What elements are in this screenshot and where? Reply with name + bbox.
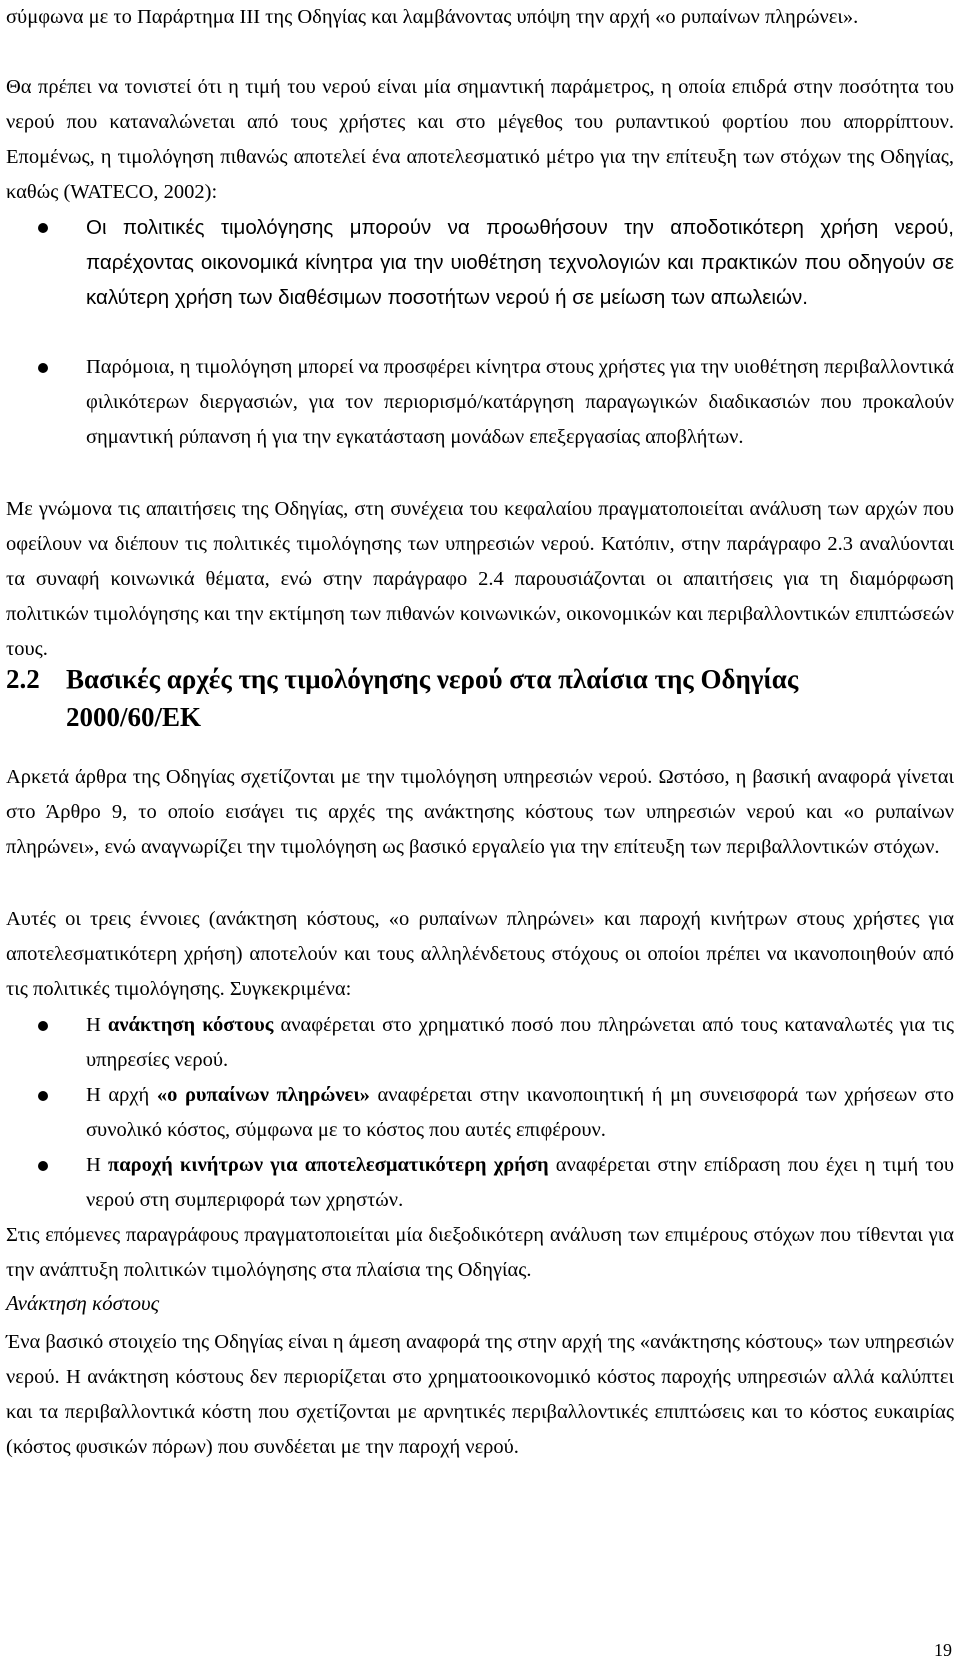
section-number: 2.2: [6, 664, 40, 694]
paragraph-intro-continuation: σύμφωνα με το Παράρτημα ΙΙΙ της Οδηγίας και λαμβάνοντας υπόψη την αρχή «ο ρυπαίνων πληρώνει».: [6, 6, 859, 28]
list-item-text: Παρόμοια, η τιμολόγηση μπορεί να προσφέρει κίνητρα στους χρήστες για την υιοθέτηση περιβαλλοντικά φιλικότερων διεργασιών, για τον περιορισμό/κατάργηση παραγωγικών διαδικασιών που προκαλούν σημαντική ρύπανση ή για την εγκατάσταση μονάδων επεξεργασίας αποβλήτων.: [86, 356, 954, 448]
bold-term: ανάκτηση κόστους: [107, 1014, 274, 1036]
list-item-text: Η αρχή «ο ρυπαίνων πληρώνει» αναφέρεται στην ικανοποιητική ή μη συνεισφορά των χρήσεων στο συνολικό κόστος, σύμφωνα με το κόστος που αυτές επιφέρουν.: [86, 1084, 954, 1141]
list-item-text: Η παροχή κινήτρων για αποτελεσματικότερη χρήση αναφέρεται στην επίδραση που έχει η τιμή του νερού στη συμπεριφορά των χρηστών.: [86, 1154, 955, 1211]
paragraph-cost-recovery: Ένα βασικό στοιχείο της Οδηγίας είναι η άμεση αναφορά της στην αρχή της «ανάκτησης κόστους» των υπηρεσιών νερού. Η ανάκτηση κόστους δεν περιορίζεται στο χρηματοοικονομικό κόστος παροχής υπηρεσιών αλλά καλύπτει και τα περιβαλλοντικά κόστη που σχετίζονται με αρνητικές περιβαλλοντικές επιπτώσεις και το κόστος ευκαιρίας (κόστος φυσικών πόρων) που συνδέεται με την παροχή νερού.: [6, 1331, 954, 1458]
section-title-line2: 2000/60/ΕΚ: [66, 702, 202, 732]
bullet-icon: [38, 1161, 48, 1171]
list-item-text: Οι πολιτικές τιμολόγησης μπορούν να προωθήσουν την αποδοτικότερη χρήση νερού, παρέχοντας οικονομικά κίνητρα για την υιοθέτηση τεχνολογιών και πρακτικών που οδηγούν σε καλύτερη χρήση των διαθέσιμων ποσοτήτων νερού ή σε μείωση των απωλειών.: [86, 216, 954, 309]
page-number: 19: [934, 1640, 952, 1660]
paragraph-article-9: Αρκετά άρθρα της Οδηγίας σχετίζονται με την τιμολόγηση υπηρεσιών νερού. Ωστόσο, η βασική αναφορά γίνεται στο Άρθρο 9, το οποίο εισάγει τις αρχές της ανάκτησης κόστους των υπηρεσιών νερού και «ο ρυπαίνων πληρώνει», ενώ αναγνωρίζει την τιμολόγηση ως βασικό εργαλείο για την επίτευξη των περιβαλλοντικών στόχων.: [6, 766, 954, 858]
subheading-cost-recovery: Ανάκτηση κόστους: [6, 1291, 160, 1315]
bullet-icon: [38, 1021, 48, 1031]
bullet-icon: [38, 1091, 48, 1101]
paragraph-next-sections: Στις επόμενες παραγράφους πραγματοποιείται μία διεξοδικότερη ανάλυση των επιμέρους στόχων που τίθενται για την ανάπτυξη πολιτικών τιμολόγησης στα πλαίσια της Οδηγίας.: [6, 1224, 954, 1281]
list-item-text: Η ανάκτηση κόστους αναφέρεται στο χρηματικό ποσό που πληρώνεται από τους καταναλωτές για τις υπηρεσίες νερού.: [86, 1014, 954, 1071]
bold-term: παροχή κινήτρων για αποτελεσματικότερη χρήση: [107, 1154, 549, 1176]
bullet-icon: [38, 363, 48, 373]
section-title-line1: Βασικές αρχές της τιμολόγησης νερού στα πλαίσια της Οδηγίας: [66, 664, 799, 694]
paragraph-three-concepts: Αυτές οι τρεις έννοιες (ανάκτηση κόστους, «ο ρυπαίνων πληρώνει» και παροχή κινήτρων στους χρήστες για αποτελεσματικότερη χρήση) αποτελούν και τους αλληλένδετους στόχους οι οποίοι πρέπει να ικανοποιηθούν από τις πολιτικές τιμολόγησης. Συγκεκριμένα:: [6, 908, 954, 1000]
paragraph-water-price: Θα πρέπει να τονιστεί ότι η τιμή του νερού είναι μία σημαντική παράμετρος, η οποία επιδρά στην ποσότητα του νερού που καταναλώνεται από τους χρήστες και στο μέγεθος του ρυπαντικού φορτίου που απορρίπτουν. Επομένως, η τιμολόγηση πιθανώς αποτελεί ένα αποτελεσματικό μέτρο για την επίτευξη των στόχων της Οδηγίας, καθώς (WATECO, 2002):: [6, 76, 954, 203]
paragraph-chapter-outline: Με γνώμονα τις απαιτήσεις της Οδηγίας, στη συνέχεια του κεφαλαίου πραγματοποιείται ανάλυση των αρχών που οφείλουν να διέπουν τις πολιτικές τιμολόγησης των υπηρεσιών νερού. Κατόπιν, στην παράγραφο 2.3 αναλύονται τα συναφή κοινωνικά θέματα, ενώ στην παράγραφο 2.4 παρουσιάζονται οι απαιτήσεις για τη διαμόρφωση πολιτικών τιμολόγησης και την εκτίμηση των πιθανών κοινωνικών, οικονομικών και περιβαλλοντικών επιπτώσεών τους.: [6, 498, 954, 660]
bullet-icon: [38, 223, 48, 233]
bold-term: «ο ρυπαίνων πληρώνει»: [156, 1084, 370, 1106]
